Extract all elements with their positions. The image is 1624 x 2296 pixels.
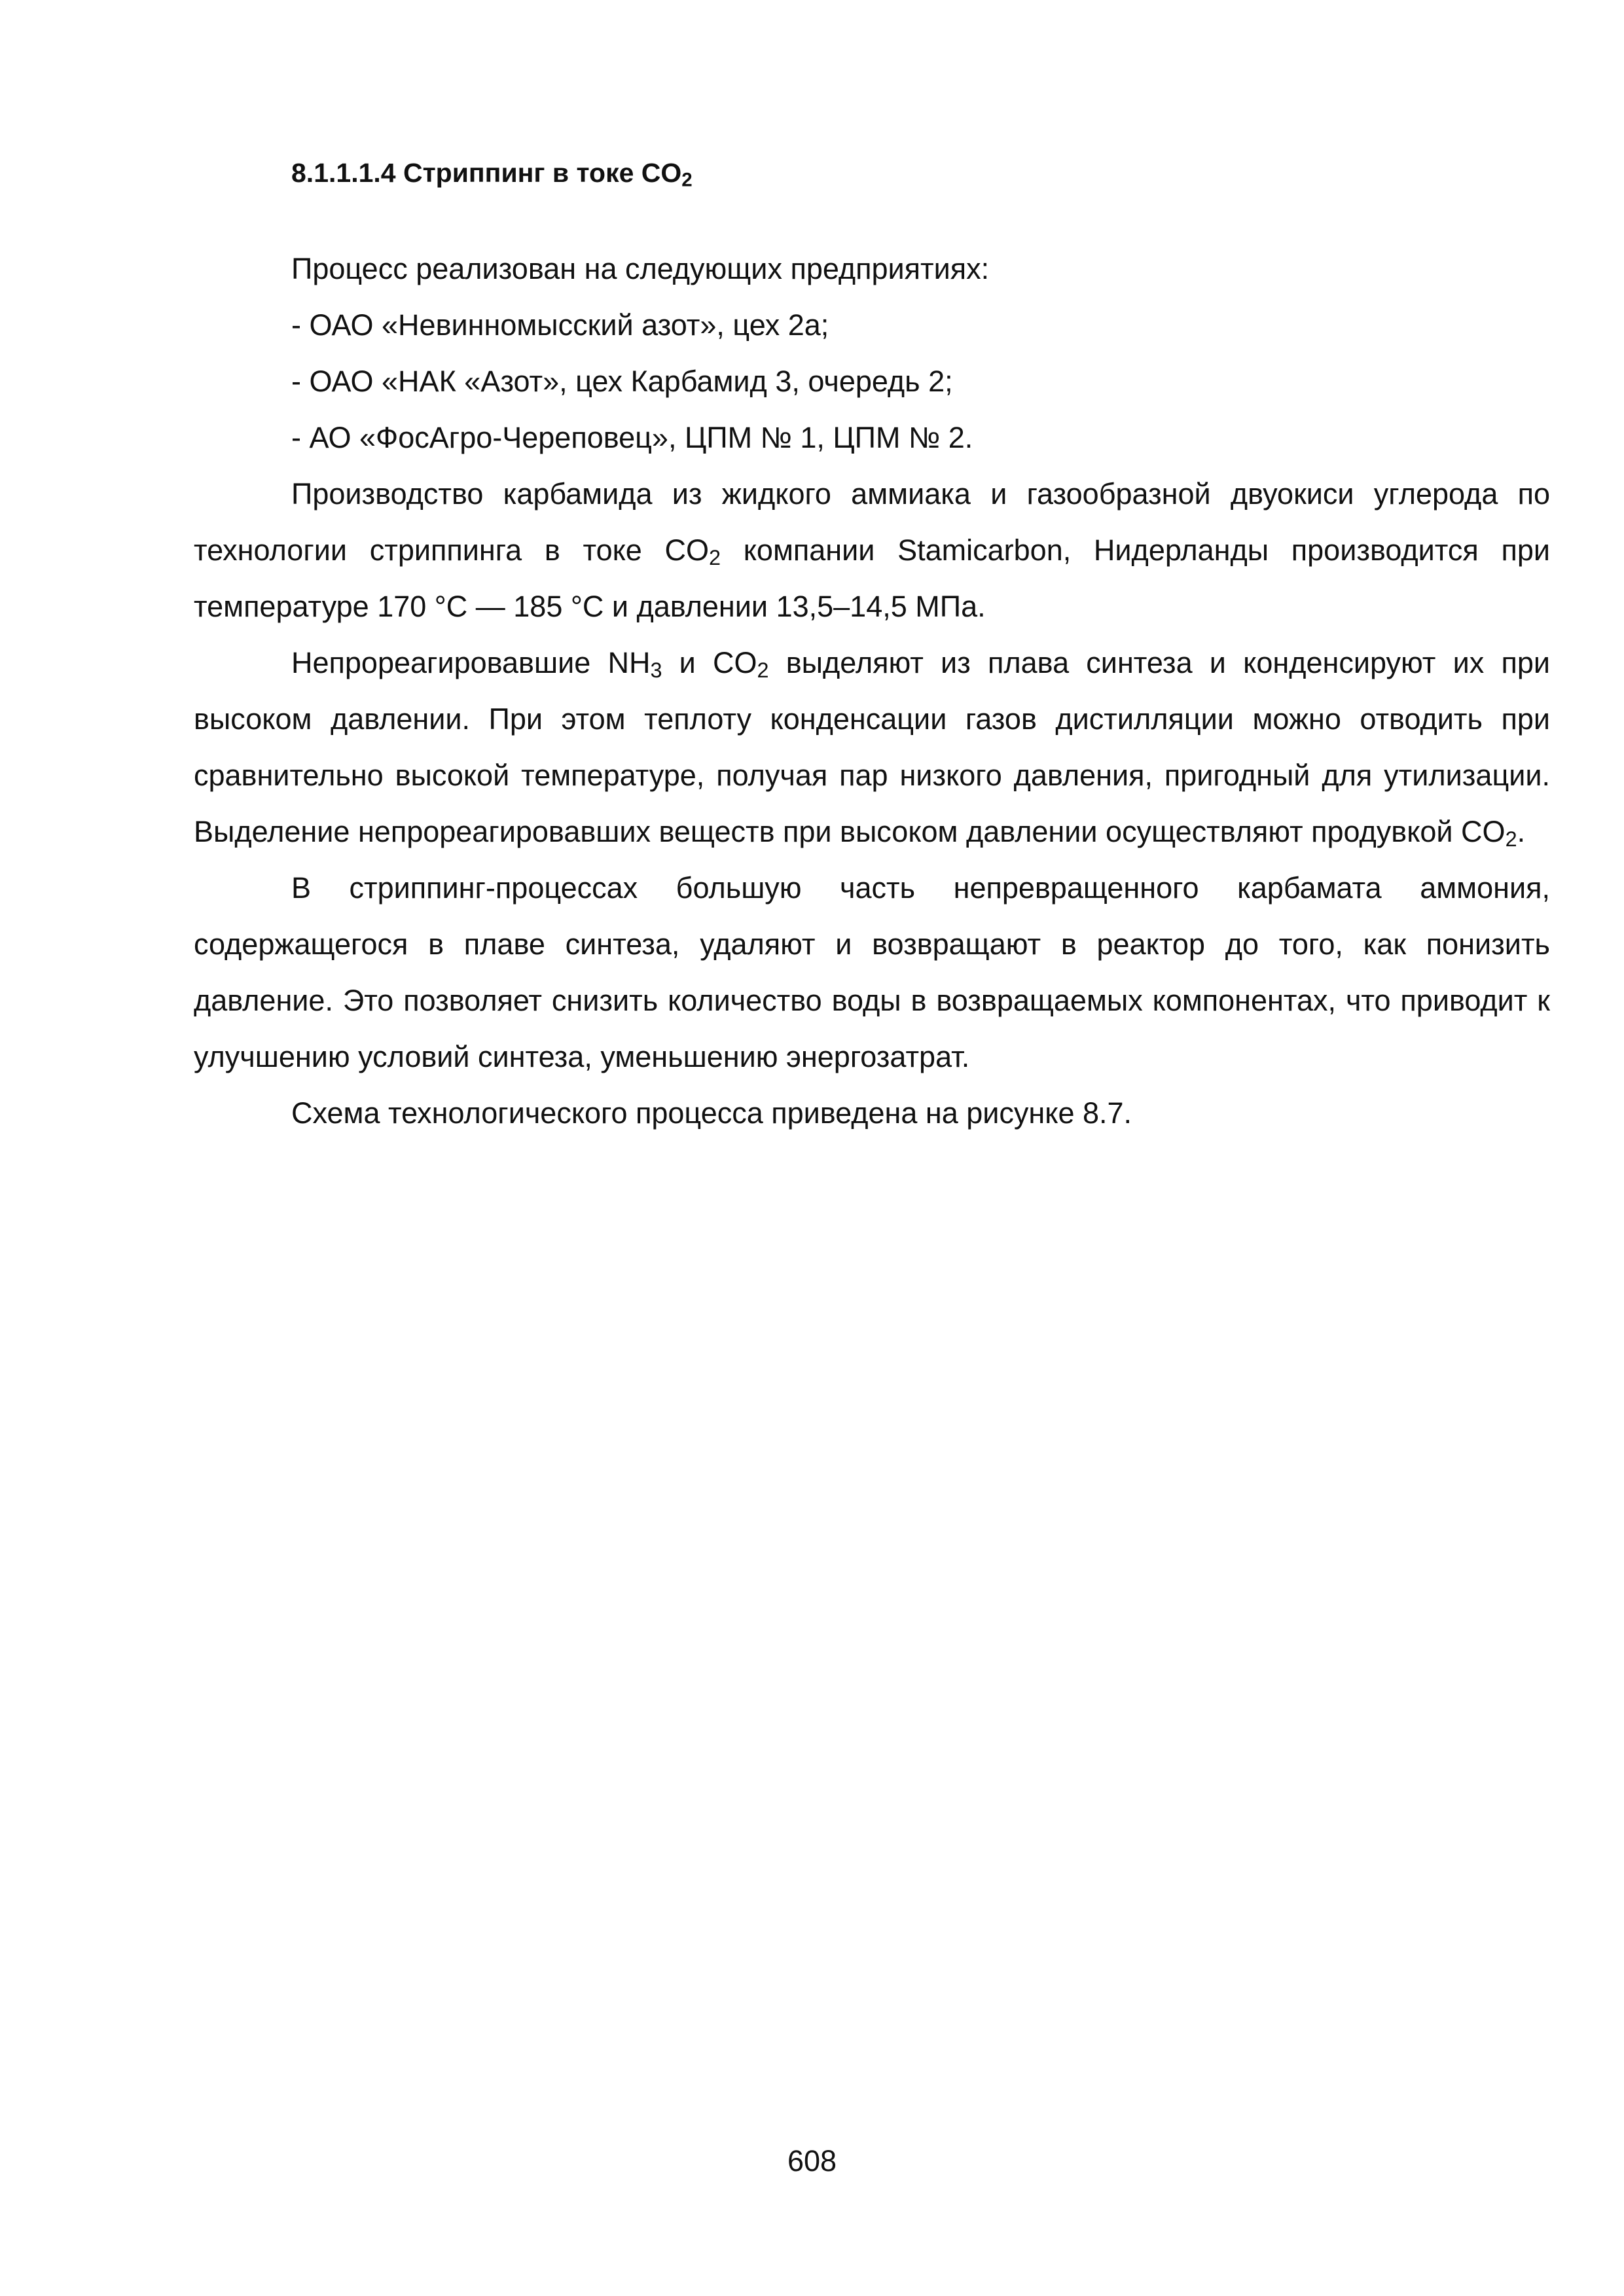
- section-heading: [291, 156, 693, 190]
- enterprise-item: - АО «ФосАгро-Череповец», ЦПМ № 1, ЦПМ № 2.: [291, 421, 973, 454]
- paragraph-unreacted: [194, 635, 1550, 860]
- text-run: компании Stamicarbon, Нидерланды производится при температуре 170 °С — 185 °С и давлении 13,5–14,5 МПа.: [194, 533, 1550, 623]
- text-run: выделяют из плава синтеза и конденсируют их при высоком давлении. При этом теплоту конденсации газов дистилляции можно отводить при сравнительно высокой температуре, получая пар низкого давления, пригодный для утилизации. Выделение непрореагировавших веществ при высоком давлении осуществляют продувкой CO: [194, 646, 1550, 848]
- subscript: 2: [709, 546, 721, 570]
- subscript: 2: [1505, 827, 1517, 852]
- section-title: Стриппинг в токе CO: [403, 158, 682, 188]
- subscript: 2: [757, 658, 769, 683]
- intro-line: Процесс реализован на следующих предприятиях:: [291, 252, 990, 285]
- text-run: Непрореагировавшие NH: [291, 646, 651, 679]
- paragraph-production: [194, 466, 1550, 635]
- page-number: 608: [787, 2144, 837, 2178]
- paragraph-stripping: В стриппинг-процессах большую часть непревращенного карбамата аммония, содержащегося в плаве синтеза, удаляют и возвращают в реактор до того, как понизить давление. Это позволяет снизить количество воды в возвращаемых компонентах, что приводит к улучшению условий синтеза, уменьшению энергозатрат.: [194, 871, 1550, 1073]
- enterprise-item: - ОАО «Невинномысский азот», цех 2а;: [291, 308, 829, 342]
- text-run: Производство карбамида из жидкого аммиака и газообразной двуокиси углерода по технологии стриппинга в токе CO: [194, 477, 1550, 567]
- text-run: .: [1517, 815, 1526, 848]
- text-run: и CO: [662, 646, 757, 679]
- section-number: 8.1.1.1.4: [291, 158, 396, 188]
- paragraph-scheme-reference: Схема технологического процесса приведена на рисунке 8.7.: [291, 1096, 1132, 1130]
- subscript: 3: [650, 658, 662, 683]
- body-text: [194, 241, 1550, 1141]
- section-title-subscript: 2: [681, 169, 693, 191]
- enterprise-item: - ОАО «НАК «Азот», цех Карбамид 3, очередь 2;: [291, 365, 953, 398]
